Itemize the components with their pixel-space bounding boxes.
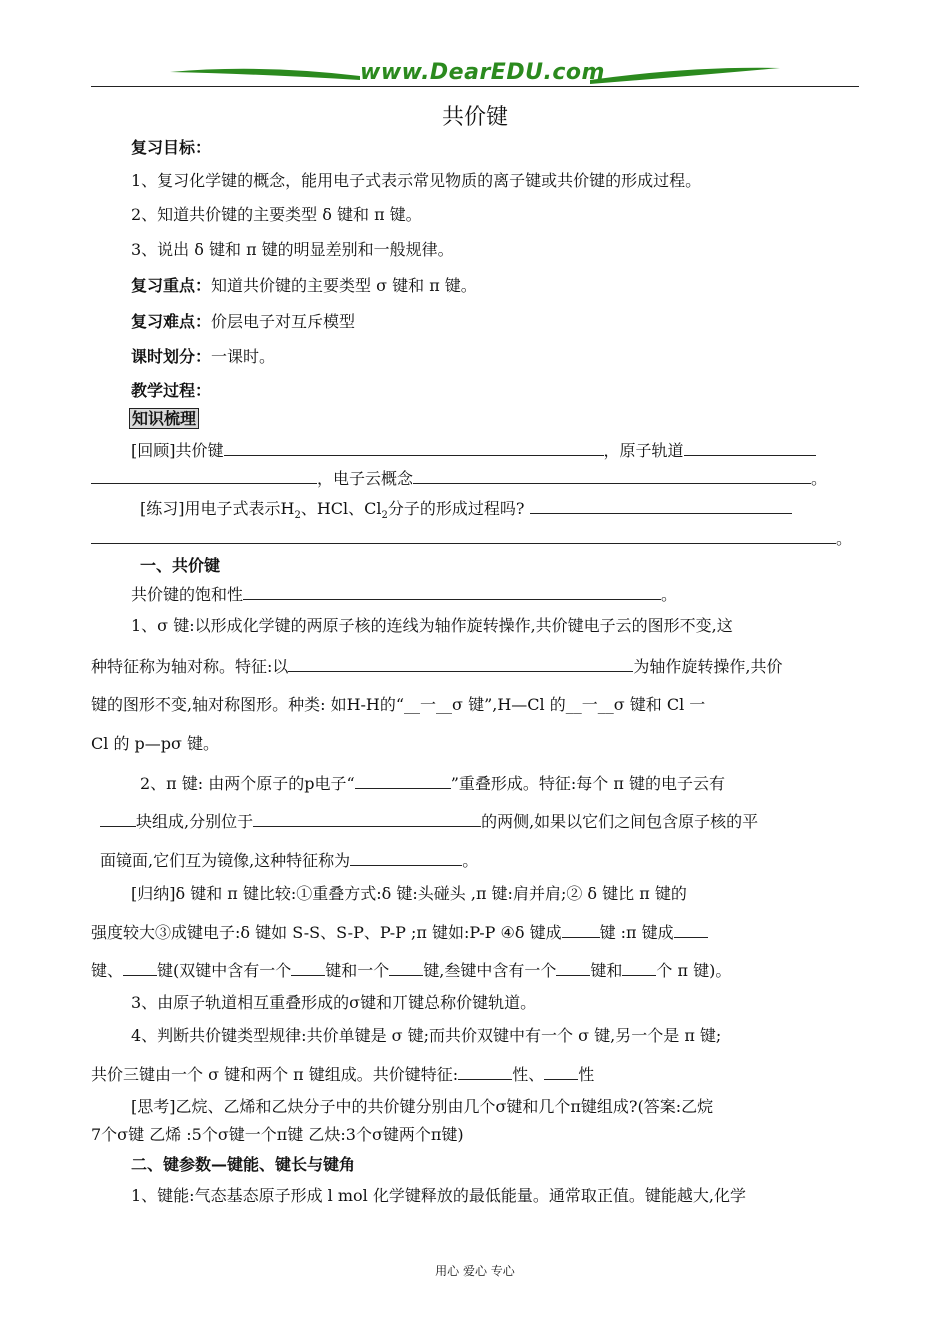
goal-item-1: 1、复习化学键的概念，能用电子式表示常见物质的离子键或共价键的形成过程。 xyxy=(131,171,702,190)
exercise-line-1 xyxy=(140,498,792,526)
goal-item-2: 2、知道共价键的主要类型 δ 键和 π 键。 xyxy=(131,205,422,224)
exercise-end: 。 xyxy=(836,529,853,548)
page-title: 共价键 xyxy=(441,105,508,130)
knowledge-box xyxy=(129,409,199,429)
knowledge-box-label: 知识梳理 xyxy=(129,408,199,429)
sum-3e: 键和 xyxy=(590,961,623,980)
sum-3c: 键和一个 xyxy=(325,961,390,980)
logo-text: www.DearEDU.com xyxy=(360,60,605,85)
review-blank-2 xyxy=(684,440,816,456)
exercise-blank-1 xyxy=(530,498,792,514)
review-blank-1 xyxy=(224,440,604,456)
sigma-line-3: 键的图形不变,轴对称图形。种类: 如H-H的“__一__σ 键”,H—Cl 的__一__σ 键和 Cl 一 xyxy=(91,695,706,714)
sum-blank-3 xyxy=(123,960,157,976)
bond-energy-line: 1、键能:气态基态原子形成 l mol 化学键释放的最低能量。通常取正值。键能越大,化学 xyxy=(131,1186,746,1205)
hours-label: 课时划分： xyxy=(131,347,212,366)
pi-1b: ”重叠形成。特征:每个 π 键的电子云有 xyxy=(450,774,725,793)
goals-label: 复习目标： xyxy=(131,138,212,157)
process-label: 教学过程： xyxy=(131,381,212,400)
exercise-sub-b: 2 xyxy=(381,510,388,522)
review-line-1 xyxy=(131,440,816,461)
pi-2b: 的两侧,如果以它们之间包含原子核的平 xyxy=(481,812,759,831)
sum-blank-6 xyxy=(556,960,590,976)
exercise-blank-2 xyxy=(91,528,836,544)
review-line-2 xyxy=(91,468,827,489)
rule-blank-1 xyxy=(458,1064,512,1080)
saturation-end: 。 xyxy=(661,585,678,604)
exercise-sub-a: 2 xyxy=(294,510,301,522)
saturation-line xyxy=(131,584,677,605)
page-footer: 用心 爱心 专心 xyxy=(435,1264,515,1278)
pi-feature-blank xyxy=(350,850,462,866)
pi-line-2 xyxy=(100,811,758,832)
sum-2a: 强度较大③成键电子:δ 键如 S-S、S-P、P-P ;π 键如:P-P ④δ 键成 xyxy=(91,923,562,942)
sigma-line-1: 1、σ 键:以形成化学键的两原子核的连线为轴作旋转操作,共价键电子云的图形不变,这 xyxy=(131,616,733,635)
exercise-text-c: 分子的形成过程吗? xyxy=(387,499,525,518)
sum-blank-1 xyxy=(562,922,600,938)
sum-blank-2 xyxy=(674,922,708,938)
hours-line xyxy=(131,347,275,367)
summary-line-3 xyxy=(91,960,731,981)
focus-text: 知道共价键的主要类型 σ 键和 π 键。 xyxy=(211,276,477,295)
exercise-text-b: 、HCl、Cl xyxy=(300,499,382,518)
sigma-line-2 xyxy=(91,656,783,677)
review-prefix: [回顾]共价键 xyxy=(131,441,224,460)
pi-count-blank xyxy=(100,811,136,827)
review-blank-4 xyxy=(413,468,811,484)
sum-3d: 键,叁键中含有一个 xyxy=(423,961,557,980)
sum-blank-4 xyxy=(291,960,325,976)
sigma-2a: 种特征称为轴对称。特征:以 xyxy=(91,657,289,676)
saturation-blank xyxy=(243,584,661,600)
sum-3f: 个 π 键)。 xyxy=(656,961,732,980)
sum-3b: 键(双键中含有一个 xyxy=(157,961,292,980)
difficulty-text: 价层电子对互斥模型 xyxy=(211,312,356,331)
difficulty-label: 复习难点： xyxy=(131,312,212,331)
orbital-line: 3、由原子轨道相互重叠形成的σ键和丌键总称价键轨道。 xyxy=(131,993,537,1012)
sum-blank-5 xyxy=(389,960,423,976)
rule-blank-2 xyxy=(544,1064,578,1080)
think-line-1: [思考]乙烷、乙烯和乙炔分子中的共价键分别由几个σ键和几个π键组成?(答案:乙烷 xyxy=(131,1097,714,1116)
sum-blank-7 xyxy=(622,960,656,976)
think-line-2: 7个σ键 乙烯 :5个σ键一个π键 乙炔:3个σ键两个π键) xyxy=(91,1125,464,1144)
rule-line-2 xyxy=(91,1064,594,1085)
header-divider xyxy=(91,86,859,87)
review-cloud-label: ，电子云概念 xyxy=(317,469,414,488)
review-blank-3 xyxy=(91,468,317,484)
pi-line-3 xyxy=(100,850,478,871)
review-orbital-label: ，原子轨道 xyxy=(603,441,684,460)
review-end: 。 xyxy=(811,469,828,488)
hours-text: 一课时。 xyxy=(211,347,276,366)
goal-item-3: 3、说出 δ 键和 π 键的明显差别和一般规律。 xyxy=(131,240,454,259)
sigma-line-4: Cl 的 p—pσ 键。 xyxy=(91,734,220,753)
pi-overlap-blank xyxy=(355,773,451,789)
summary-line-2 xyxy=(91,922,708,943)
section1-heading: 一、共价键 xyxy=(140,556,221,575)
rule-2b: 性、 xyxy=(512,1065,545,1084)
sum-3a: 键、 xyxy=(91,961,124,980)
saturation-label: 共价键的饱和性 xyxy=(131,585,244,604)
pi-3a: 面镜面,它们互为镜像,这种特征称为 xyxy=(100,851,351,870)
pi-2a: 块组成,分别位于 xyxy=(136,812,254,831)
pi-1a: 2、π 键: 由两个原子的p电子“ xyxy=(140,774,355,793)
difficulty-line xyxy=(131,312,355,332)
pi-line-1 xyxy=(140,773,725,794)
focus-line xyxy=(131,276,477,296)
summary-line-1: [归纳]δ 键和 π 键比较:①重叠方式:δ 键:头碰头 ,π 键:肩并肩;② δ 键比 π 键的 xyxy=(131,884,687,903)
rule-2a: 共价三键由一个 σ 键和两个 π 键组成。共价键特征: xyxy=(91,1065,459,1084)
pi-location-blank xyxy=(253,811,481,827)
sigma-2b: 为轴作旋转操作,共价 xyxy=(633,657,783,676)
sigma-axis-blank xyxy=(288,656,633,672)
sum-2b: 键 :π 键成 xyxy=(599,923,674,942)
focus-label: 复习重点： xyxy=(131,276,212,295)
rule-2c: 性 xyxy=(578,1065,595,1084)
section2-heading: 二、键参数—键能、键长与键角 xyxy=(131,1155,356,1174)
exercise-text-a: [练习]用电子式表示H xyxy=(140,499,295,518)
exercise-line-2 xyxy=(91,528,852,549)
rule-line-1: 4、判断共价键类型规律:共价单键是 σ 键;而共价双键中有一个 σ 键,另一个是 π 键; xyxy=(131,1026,722,1045)
pi-3b: 。 xyxy=(462,851,479,870)
